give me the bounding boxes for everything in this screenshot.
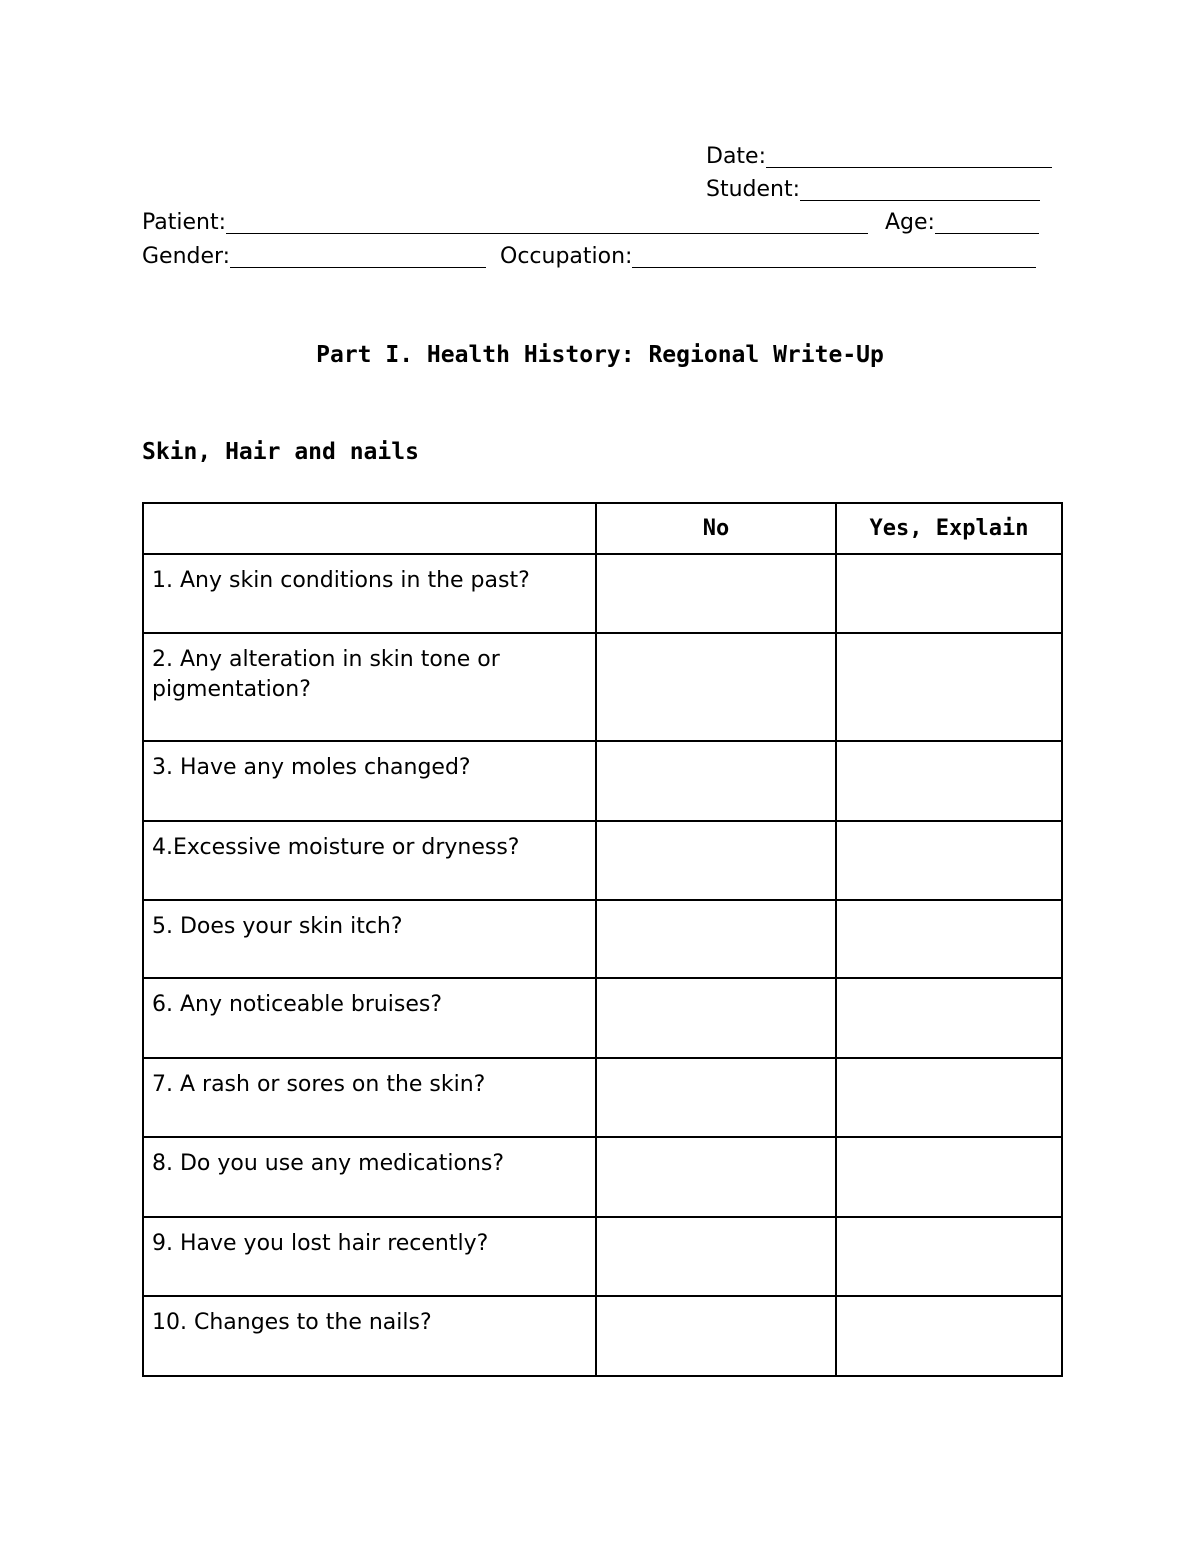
page-title: Part I. Health History: Regional Write-Up	[316, 342, 884, 368]
patient-field-row	[142, 209, 868, 237]
column-header-no: No	[596, 503, 836, 554]
no-answer-cell[interactable]	[596, 978, 836, 1058]
table-row	[143, 741, 1062, 821]
question-text: 9. Have you lost hair recently?	[143, 1217, 596, 1296]
no-answer-cell[interactable]	[596, 741, 836, 821]
age-label: Age:	[885, 210, 935, 235]
no-answer-cell[interactable]	[596, 633, 836, 741]
question-text: 3. Have any moles changed?	[143, 741, 596, 821]
date-field[interactable]	[766, 145, 1052, 168]
no-answer-cell[interactable]	[596, 1296, 836, 1376]
question-text: 6. Any noticeable bruises?	[143, 978, 596, 1058]
yes-explain-cell[interactable]	[836, 1296, 1062, 1376]
table-row	[143, 1296, 1062, 1376]
student-field-row	[706, 176, 1040, 204]
date-field-row	[706, 143, 1052, 171]
yes-explain-cell[interactable]	[836, 1217, 1062, 1296]
question-text: 8. Do you use any medications?	[143, 1137, 596, 1217]
age-field[interactable]	[935, 211, 1039, 234]
no-answer-cell[interactable]	[596, 1058, 836, 1137]
patient-field[interactable]	[226, 211, 868, 234]
table-row	[143, 978, 1062, 1058]
occupation-field[interactable]	[632, 245, 1036, 268]
table-row	[143, 900, 1062, 978]
section-title: Skin, Hair and nails	[142, 439, 419, 465]
question-text: 7. A rash or sores on the skin?	[143, 1058, 596, 1137]
table-row	[143, 1217, 1062, 1296]
question-text: 1. Any skin conditions in the past?	[143, 554, 596, 633]
no-answer-cell[interactable]	[596, 554, 836, 633]
yes-explain-cell[interactable]	[836, 633, 1062, 741]
table-row	[143, 633, 1062, 741]
yes-explain-cell[interactable]	[836, 741, 1062, 821]
table-row	[143, 1137, 1062, 1217]
gender-label: Gender:	[142, 244, 231, 269]
table-row	[143, 1058, 1062, 1137]
gender-field[interactable]	[230, 245, 486, 268]
yes-explain-cell[interactable]	[836, 1137, 1062, 1217]
question-text: 4.Excessive moisture or dryness?	[143, 821, 596, 900]
column-header-question	[143, 503, 596, 554]
yes-explain-cell[interactable]	[836, 900, 1062, 978]
table-header-row	[143, 503, 1062, 554]
no-answer-cell[interactable]	[596, 1137, 836, 1217]
question-text: 2. Any alteration in skin tone or pigmentation?	[143, 633, 596, 741]
student-field[interactable]	[800, 178, 1040, 201]
gender-field-row	[142, 243, 486, 271]
yes-explain-cell[interactable]	[836, 821, 1062, 900]
no-answer-cell[interactable]	[596, 1217, 836, 1296]
date-label: Date:	[706, 144, 766, 169]
patient-label: Patient:	[142, 210, 227, 235]
questionnaire-table	[142, 502, 1063, 1377]
yes-explain-cell[interactable]	[836, 554, 1062, 633]
question-text: 5. Does your skin itch?	[143, 900, 596, 978]
occupation-field-row	[500, 243, 1036, 271]
age-field-row	[885, 209, 1039, 237]
question-text: 10. Changes to the nails?	[143, 1296, 596, 1376]
table-row	[143, 821, 1062, 900]
no-answer-cell[interactable]	[596, 821, 836, 900]
column-header-yes-explain: Yes, Explain	[836, 503, 1062, 554]
student-label: Student:	[706, 177, 801, 202]
yes-explain-cell[interactable]	[836, 978, 1062, 1058]
table-row	[143, 554, 1062, 633]
occupation-label: Occupation:	[500, 244, 633, 269]
yes-explain-cell[interactable]	[836, 1058, 1062, 1137]
no-answer-cell[interactable]	[596, 900, 836, 978]
